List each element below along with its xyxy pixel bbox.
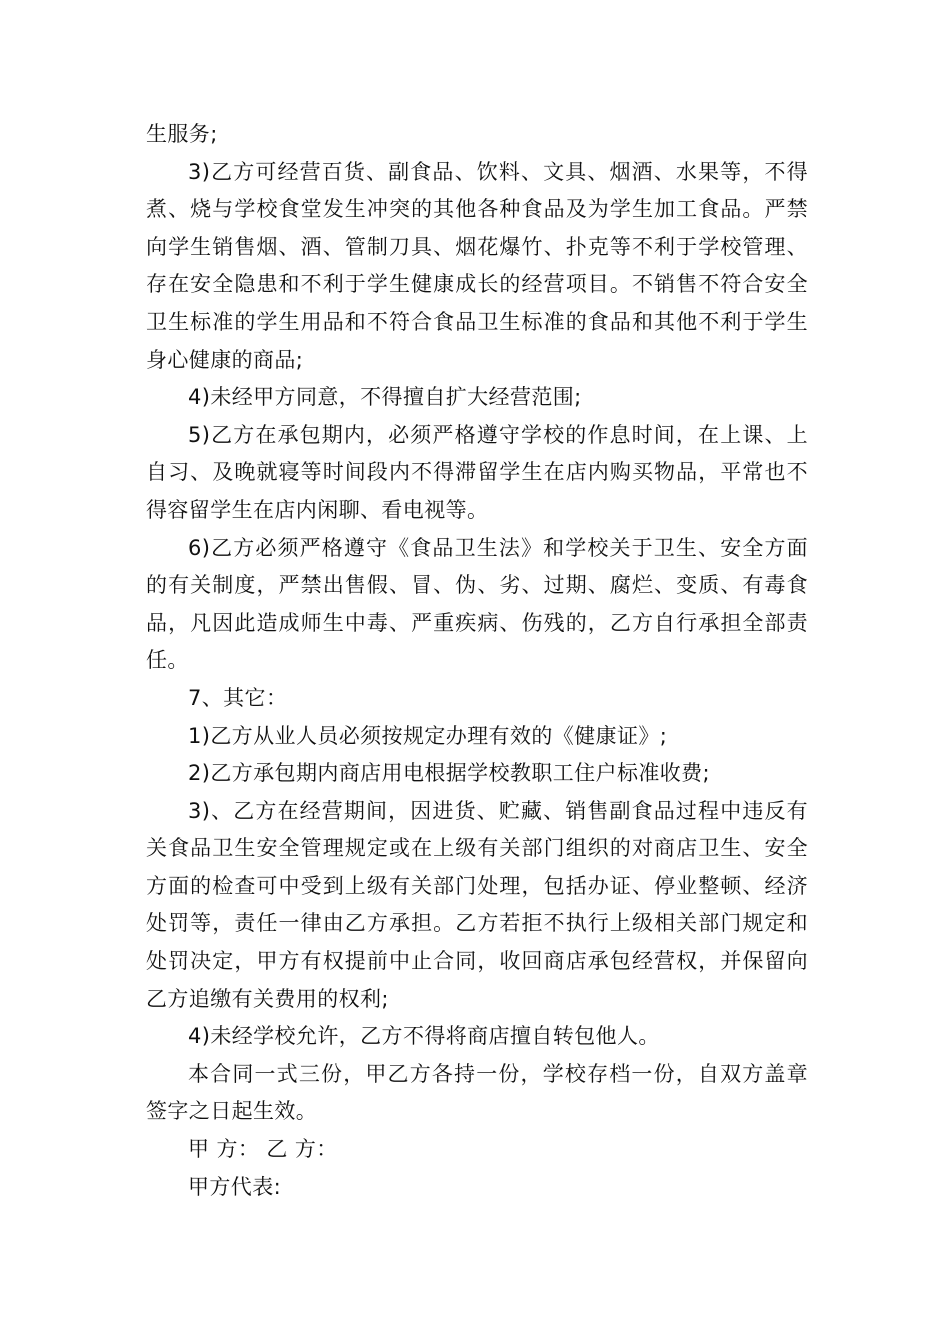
paragraph-clause-4: 4)未经甲方同意，不得擅自扩大经营范围; — [188, 385, 582, 410]
paragraph-other-1: 1)乙方从业人员必须按规定办理有效的《健康证》; — [188, 723, 668, 748]
paragraph-other-3: 3)、乙方在经营期间，因进货、贮藏、销售副食品过程中违反有关食品卫生安全管理规定或在上级有关部门组织的对商店卫生、安全方面的检查可中受到上级有关部门处理，包括办证、停业整顿、经济处罚等，责任一律由乙方承担。乙方若拒不执行上级相关部门规定和处罚决定，甲方有权提前中止合同，收回商店承包经营权，并保留向乙方追缴有关费用的权利; — [146, 798, 808, 1011]
paragraph-clause-5: 5)乙方在承包期内，必须严格遵守学校的作息时间，在上课、上自习、及晚就寝等时间段内不得滞留学生在店内购买物品，平常也不得容留学生在店内闲聊、看电视等。 — [146, 422, 808, 522]
paragraph-other-2: 2)乙方承包期内商店用电根据学校教职工住户标准收费; — [188, 761, 711, 786]
signature-representative: 甲方代表: — [188, 1174, 282, 1199]
document-body — [146, 116, 808, 1206]
paragraph-copies: 本合同一式三份，甲乙方各持一份，学校存档一份，自双方盖章签字之日起生效。 — [146, 1061, 808, 1124]
paragraph-clause-6: 6)乙方必须严格遵守《食品卫生法》和学校关于卫生、安全方面的有关制度，严禁出售假、冒、伪、劣、过期、腐烂、变质、有毒食品，凡因此造成师生中毒、严重疾病、伤残的，乙方自行承担全部责任。 — [146, 535, 808, 673]
paragraph-continuation: 生服务; — [146, 122, 218, 146]
paragraph-other-4: 4)未经学校允许，乙方不得将商店擅自转包他人。 — [188, 1024, 660, 1049]
signature-parties: 甲 方： 乙 方： — [188, 1137, 338, 1162]
paragraph-clause-3: 3)乙方可经营百货、副食品、饮料、文具、烟酒、水果等，不得煮、烧与学校食堂发生冲突的其他各种食品及为学生加工食品。严禁向学生销售烟、酒、管制刀具、烟花爆竹、扑克等不利于学校管理、存在安全隐患和不利于学生健康成长的经营项目。不销售不符合安全卫生标准的学生用品和不符合食品卫生标准的食品和其他不利于学生身心健康的商品; — [146, 159, 808, 372]
section-heading-other: 7、其它： — [188, 685, 288, 710]
